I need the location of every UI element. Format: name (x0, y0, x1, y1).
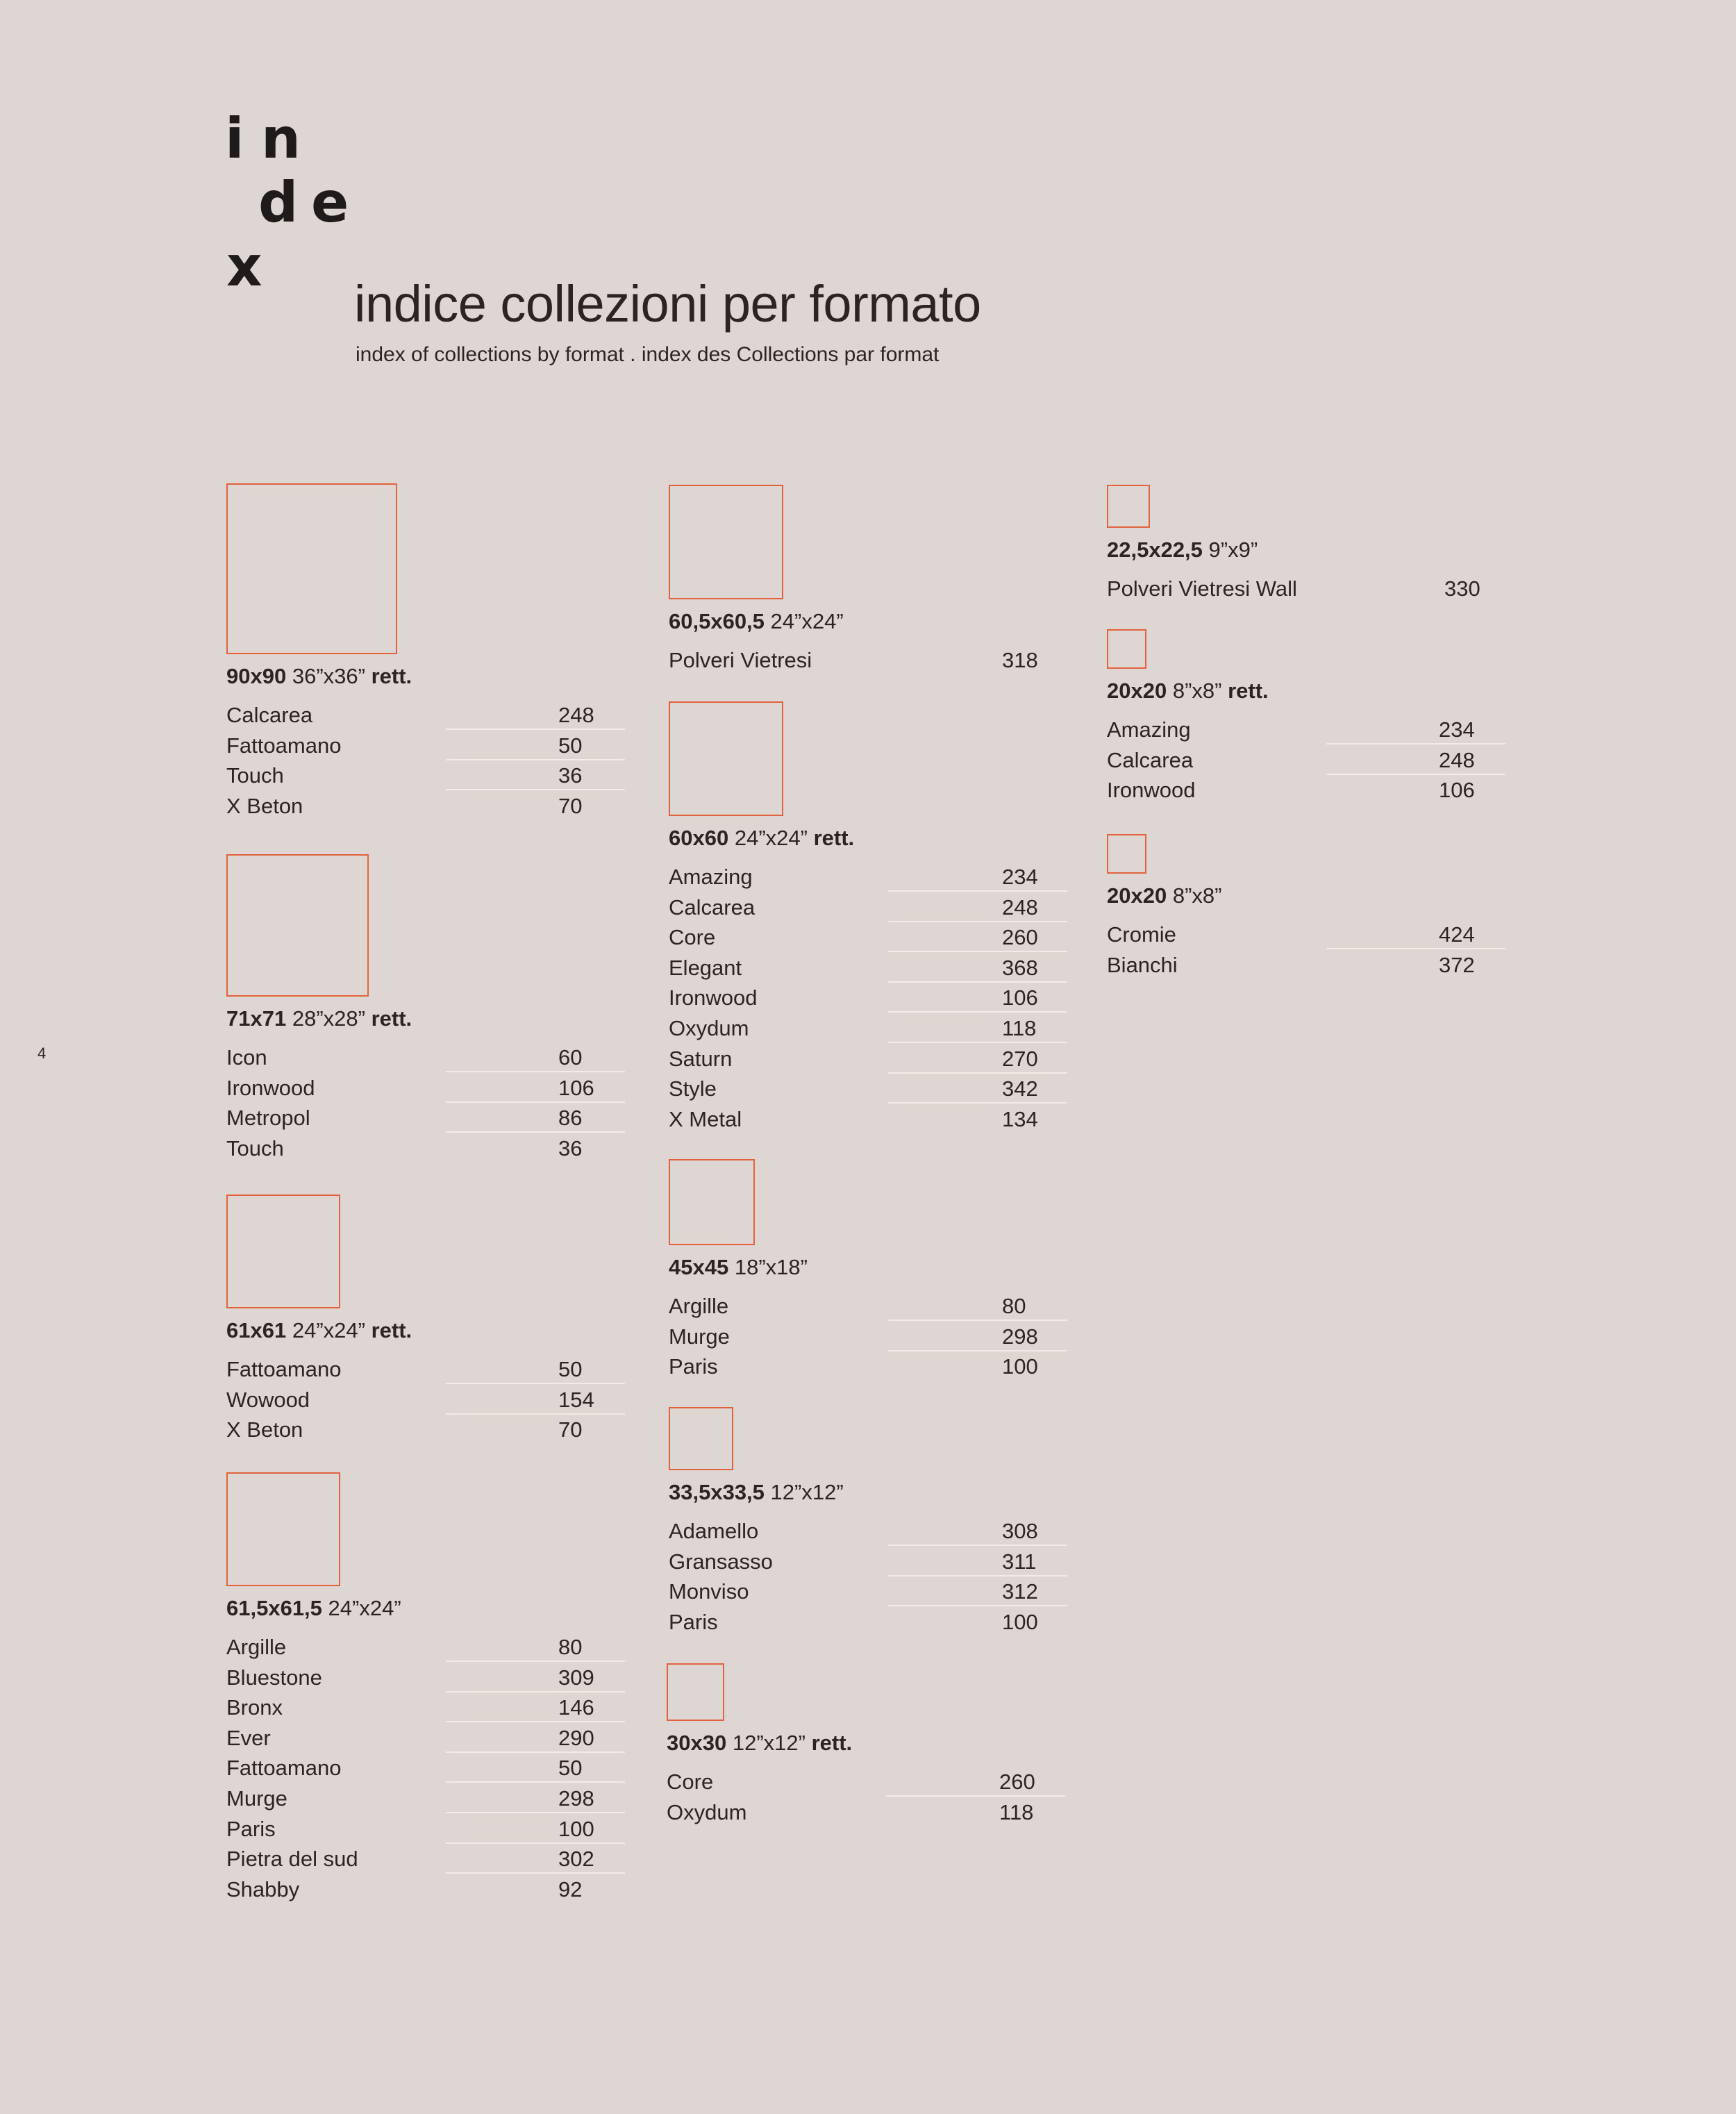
collection-row (226, 1415, 629, 1445)
format-block (226, 1195, 629, 1445)
collection-page: 248 (558, 703, 594, 727)
collection-page: 424 (1439, 922, 1475, 947)
collection-page: 100 (558, 1816, 594, 1841)
format-inches: 12”x12” (732, 1731, 806, 1755)
format-inches: 8”x8” (1172, 883, 1222, 908)
collection-page: 372 (1439, 952, 1475, 977)
collection-row (226, 1103, 629, 1133)
collection-name: Shabby (226, 1876, 300, 1901)
collection-name: Argille (226, 1635, 287, 1659)
collection-row (1107, 775, 1510, 806)
collection-page: 146 (558, 1695, 594, 1720)
collection-name: Argille (669, 1294, 729, 1318)
collection-name: Polveri Vietresi Wall (1107, 576, 1297, 601)
format-label (669, 1255, 1071, 1280)
format-inches: 12”x12” (770, 1480, 844, 1504)
collection-row (667, 1797, 1069, 1828)
collection-page: 106 (1002, 985, 1038, 1010)
collection-list (226, 1632, 629, 1904)
format-size: 20x20 (1107, 883, 1167, 908)
format-swatch (669, 701, 783, 816)
collection-name: Ironwood (669, 985, 758, 1010)
page-number: 4 (37, 1044, 47, 1062)
collection-name: Monviso (669, 1579, 749, 1604)
format-swatch (226, 1472, 340, 1586)
collection-name: Touch (226, 1135, 284, 1160)
collection-row (669, 1322, 1071, 1352)
collection-page: 298 (1002, 1324, 1038, 1349)
collection-row (669, 983, 1071, 1013)
collection-list (226, 700, 629, 821)
collection-page: 248 (1002, 894, 1038, 919)
format-label (669, 826, 1071, 851)
format-inches: 18”x18” (734, 1255, 808, 1279)
format-label (669, 609, 1071, 634)
collection-page: 154 (558, 1387, 594, 1412)
collection-page: 86 (558, 1106, 583, 1131)
format-swatch (226, 1195, 340, 1308)
collection-row (226, 1385, 629, 1415)
collection-page: 368 (1002, 955, 1038, 980)
collection-list (226, 1354, 629, 1445)
collection-name: Calcarea (1107, 747, 1194, 772)
collection-name: X Beton (226, 1417, 303, 1442)
format-block (1107, 629, 1510, 806)
collection-name: Amazing (1107, 717, 1191, 742)
format-swatch (226, 483, 397, 654)
page-subtitle: index of collections by format . index des Collections par format (356, 343, 940, 366)
collection-page: 270 (1002, 1046, 1038, 1071)
collection-name: Fattoamano (226, 1357, 342, 1381)
collection-page: 50 (558, 733, 583, 758)
format-size: 20x20 (1107, 679, 1167, 703)
format-block (226, 483, 629, 821)
format-inches: 24”x24” (734, 826, 808, 850)
format-size: 22,5x22,5 (1107, 538, 1203, 562)
collection-row (226, 1783, 629, 1814)
collection-row (669, 1291, 1071, 1322)
collection-row (226, 1692, 629, 1723)
collection-row (1107, 715, 1510, 745)
format-label (226, 1318, 629, 1343)
collection-page: 36 (558, 1135, 583, 1160)
collection-row (226, 1874, 629, 1905)
collection-page: 50 (558, 1756, 583, 1781)
format-rectified: rett. (813, 826, 855, 850)
collection-page: 260 (1002, 925, 1038, 950)
collection-list (669, 645, 1071, 676)
format-swatch (669, 1159, 755, 1245)
format-rectified: rett. (371, 664, 412, 688)
index-logo (0, 0, 361, 299)
collection-name: Touch (226, 763, 284, 788)
collection-name: Core (669, 925, 716, 950)
format-size: 90x90 (226, 664, 287, 688)
collection-name: Bronx (226, 1695, 283, 1720)
format-block (667, 1663, 1069, 1827)
page-title: indice collezioni per formato (354, 275, 981, 333)
format-label (1107, 883, 1510, 908)
format-size: 61,5x61,5 (226, 1596, 322, 1620)
collection-row (1107, 919, 1510, 950)
format-swatch (1107, 629, 1146, 669)
collection-row (226, 1814, 629, 1845)
collection-page: 70 (558, 793, 583, 818)
format-rectified: rett. (371, 1006, 412, 1031)
collection-row (667, 1767, 1069, 1797)
collection-row (226, 1133, 629, 1164)
format-block (669, 701, 1071, 1134)
format-rectified: rett. (811, 1731, 853, 1755)
collection-page: 260 (999, 1770, 1035, 1794)
collection-list (1107, 715, 1510, 806)
format-inches: 36”x36” (292, 664, 365, 688)
collection-page: 330 (1444, 576, 1480, 601)
collection-row (669, 1351, 1071, 1382)
collection-name: Icon (226, 1045, 267, 1070)
collection-page: 92 (558, 1876, 583, 1901)
format-swatch (226, 854, 369, 997)
format-size: 60x60 (669, 826, 729, 850)
collection-name: Saturn (669, 1046, 733, 1071)
collection-row (226, 731, 629, 761)
collection-name: X Beton (226, 793, 303, 818)
format-size: 71x71 (226, 1006, 287, 1031)
format-block (1107, 834, 1510, 980)
collection-page: 298 (558, 1786, 594, 1811)
format-swatch (669, 1407, 733, 1470)
collection-name: Core (667, 1770, 714, 1794)
logo-letter: d (258, 170, 299, 235)
collection-row (226, 1073, 629, 1104)
format-label (1107, 538, 1510, 563)
collection-row (226, 1723, 629, 1754)
collection-page: 134 (1002, 1106, 1038, 1131)
collection-name: Ever (226, 1725, 271, 1750)
collection-page: 106 (558, 1075, 594, 1100)
format-size: 61x61 (226, 1318, 287, 1342)
format-swatch (1107, 485, 1150, 528)
collection-name: Paris (669, 1609, 718, 1634)
format-swatch (669, 485, 783, 599)
collection-row (226, 1354, 629, 1385)
collection-row (1107, 574, 1510, 604)
format-label (226, 1596, 629, 1621)
collection-list (667, 1767, 1069, 1827)
collection-row (669, 1013, 1071, 1044)
collection-row (669, 1044, 1071, 1074)
collection-row (669, 892, 1071, 923)
collection-name: Paris (669, 1354, 718, 1379)
collection-list (1107, 574, 1510, 604)
format-size: 33,5x33,5 (669, 1480, 765, 1504)
collection-page: 308 (1002, 1519, 1038, 1543)
collection-page: 70 (558, 1417, 583, 1442)
format-block (226, 854, 629, 1163)
collection-row (226, 1753, 629, 1783)
format-label (669, 1480, 1071, 1505)
collection-name: Fattoamano (226, 733, 342, 758)
collection-row (669, 862, 1071, 892)
format-size: 60,5x60,5 (669, 609, 765, 633)
format-label (226, 664, 629, 689)
format-swatch (1107, 834, 1146, 874)
collection-row (226, 1042, 629, 1073)
format-size: 30x30 (667, 1731, 727, 1755)
format-inches: 28”x28” (292, 1006, 365, 1031)
format-block (669, 1407, 1071, 1637)
collection-name: Bluestone (226, 1665, 322, 1690)
collection-name: Murge (226, 1786, 287, 1811)
collection-page: 234 (1002, 865, 1038, 889)
format-block (226, 1472, 629, 1904)
collection-name: Elegant (669, 955, 742, 980)
format-label (667, 1731, 1069, 1756)
collection-name: Metropol (226, 1106, 310, 1131)
collection-page: 80 (1002, 1294, 1026, 1318)
collection-page: 311 (1002, 1549, 1037, 1574)
collection-list (226, 1042, 629, 1163)
format-label (1107, 679, 1510, 704)
collection-row (669, 1607, 1071, 1638)
collection-page: 302 (558, 1847, 594, 1872)
collection-page: 248 (1439, 747, 1475, 772)
collection-page: 36 (558, 763, 583, 788)
logo-letter: e (311, 170, 349, 235)
collection-page: 118 (999, 1799, 1034, 1824)
collection-row (669, 1074, 1071, 1104)
collection-row (669, 953, 1071, 983)
collection-page: 80 (558, 1635, 583, 1659)
collection-row (669, 645, 1071, 676)
format-size: 45x45 (669, 1255, 729, 1279)
collection-name: Gransasso (669, 1549, 773, 1574)
collection-row (226, 791, 629, 822)
collection-row (669, 1576, 1071, 1607)
format-rectified: rett. (1228, 679, 1269, 703)
format-inches: 24”x24” (328, 1596, 401, 1620)
collection-name: Pietra del sud (226, 1847, 358, 1872)
collection-list (669, 1291, 1071, 1382)
collection-name: X Metal (669, 1106, 742, 1131)
collection-row (1107, 745, 1510, 776)
format-inches: 24”x24” (292, 1318, 365, 1342)
collection-list (669, 1516, 1071, 1637)
collection-row (226, 1632, 629, 1663)
collection-page: 234 (1439, 717, 1475, 742)
collection-page: 50 (558, 1357, 583, 1381)
collection-name: Fattoamano (226, 1756, 342, 1781)
collection-name: Paris (226, 1816, 276, 1841)
collection-name: Murge (669, 1324, 730, 1349)
collection-row (669, 1104, 1071, 1135)
format-inches: 24”x24” (770, 609, 844, 633)
collection-row (226, 760, 629, 791)
collection-row (226, 700, 629, 731)
collection-page: 312 (1002, 1579, 1038, 1604)
collection-list (669, 862, 1071, 1134)
collection-row (669, 922, 1071, 953)
collection-name: Oxydum (669, 1015, 749, 1040)
collection-name: Adamello (669, 1519, 759, 1543)
collection-name: Oxydum (667, 1799, 747, 1824)
logo-letter: n (261, 106, 301, 171)
collection-row (669, 1547, 1071, 1577)
collection-row (226, 1844, 629, 1874)
format-block (1107, 485, 1510, 604)
collection-name: Ironwood (226, 1075, 315, 1100)
format-block (669, 485, 1071, 676)
format-label (226, 1006, 629, 1031)
collection-name: Polveri Vietresi (669, 648, 812, 672)
collection-row (1107, 950, 1510, 981)
collection-name: Cromie (1107, 922, 1176, 947)
logo-letter: x (226, 234, 262, 299)
collection-name: Bianchi (1107, 952, 1178, 977)
collection-name: Ironwood (1107, 778, 1196, 803)
collection-name: Style (669, 1076, 717, 1101)
collection-page: 100 (1002, 1609, 1038, 1634)
collection-list (1107, 919, 1510, 980)
collection-page: 309 (558, 1665, 594, 1690)
format-rectified: rett. (371, 1318, 412, 1342)
collection-name: Amazing (669, 865, 753, 889)
collection-page: 318 (1002, 648, 1038, 672)
format-inches: 8”x8” (1172, 679, 1222, 703)
format-swatch (667, 1663, 724, 1721)
collection-name: Calcarea (226, 703, 313, 727)
collection-row (669, 1516, 1071, 1547)
format-inches: 9”x9” (1208, 538, 1258, 562)
collection-name: Wowood (226, 1387, 310, 1412)
collection-name: Calcarea (669, 894, 756, 919)
format-block (669, 1159, 1071, 1382)
collection-page: 60 (558, 1045, 583, 1070)
collection-page: 342 (1002, 1076, 1038, 1101)
collection-row (226, 1663, 629, 1693)
collection-page: 118 (1002, 1015, 1037, 1040)
logo-letter: i (225, 106, 244, 171)
collection-page: 100 (1002, 1354, 1038, 1379)
collection-page: 290 (558, 1725, 594, 1750)
collection-page: 106 (1439, 778, 1475, 803)
